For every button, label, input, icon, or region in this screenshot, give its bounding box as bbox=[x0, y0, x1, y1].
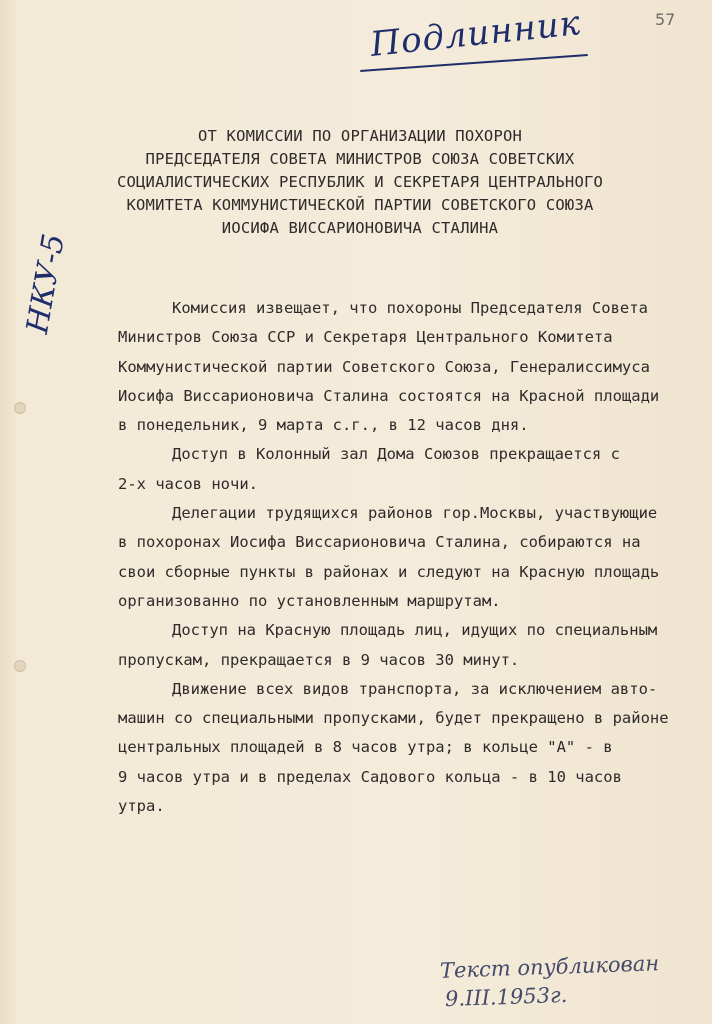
body-line: Делегации трудящихся районов гор.Москвы, участвующие bbox=[172, 504, 658, 523]
punch-hole-bottom bbox=[14, 660, 26, 672]
title-line: ИОСИФА ВИССАРИОНОВИЧА СТАЛИНА bbox=[221, 219, 499, 237]
body-line: Коммунистической партии Советского Союза, Генералиссимуса bbox=[118, 357, 650, 376]
title-line: ОТ КОМИССИИ ПО ОРГАНИЗАЦИИ ПОХОРОН bbox=[197, 127, 523, 145]
body-line: Доступ в Колонный зал Дома Союзов прекращается с bbox=[172, 445, 620, 464]
handwritten-publication-note: Текст опубликован bbox=[439, 951, 660, 983]
body-line: 9 часов утра и в пределах Садового кольца - в 10 часов bbox=[118, 767, 622, 786]
body-line: Движение всех видов транспорта, за исключением авто- bbox=[172, 679, 658, 698]
title-line: ПРЕДСЕДАТЕЛЯ СОВЕТА МИНИСТРОВ СОЮЗА СОВЕТСКИХ bbox=[145, 150, 575, 168]
body-line: центральных площадей в 8 часов утра; в кольце "А" - в bbox=[118, 738, 613, 757]
body-line: Иосифа Виссарионовича Сталина состоятся на Красной площади bbox=[118, 386, 660, 405]
page-number: 57 bbox=[655, 10, 676, 29]
body-line: организованно по установленным маршрутам. bbox=[118, 591, 501, 610]
body-line: машин со специальными пропусками, будет прекращено в районе bbox=[118, 709, 669, 728]
body-line: Комиссия извещает, что похороны Председателя Совета bbox=[172, 299, 648, 317]
body-line: 2-х часов ночи. bbox=[118, 474, 258, 493]
body-line: в понедельник, 9 марта с.г., в 12 часов дня. bbox=[118, 416, 529, 435]
punch-hole-top bbox=[14, 402, 26, 414]
body-line: утра. bbox=[118, 797, 165, 816]
handwritten-side-note: НКУ-5 bbox=[20, 231, 72, 337]
handwritten-original-mark: Подлинник bbox=[368, 3, 583, 65]
body-line: пропускам, прекращается в 9 часов 30 минут. bbox=[118, 650, 520, 669]
body-line: Доступ на Красную площадь лиц, идущих по специальным bbox=[172, 621, 658, 640]
title-line: КОМИТЕТА КОММУНИСТИЧЕСКОЙ ПАРТИИ СОВЕТСКОГО СОЮЗА bbox=[126, 196, 594, 214]
body-line: свои сборные пункты в районах и следуют на Красную площадь bbox=[118, 562, 660, 581]
document-body bbox=[118, 294, 708, 821]
body-line: в похоронах Иосифа Виссарионовича Сталина, собираются на bbox=[118, 533, 641, 552]
document-title bbox=[60, 125, 660, 240]
title-line: СОЦИАЛИСТИЧЕСКИХ РЕСПУБЛИК И СЕКРЕТАРЯ ЦЕНТРАЛЬНОГО bbox=[116, 173, 604, 191]
handwritten-publication-date: 9.III.1953г. bbox=[444, 982, 568, 1012]
body-line: Министров Союза ССР и Секретаря Центрального Комитета bbox=[118, 328, 613, 347]
